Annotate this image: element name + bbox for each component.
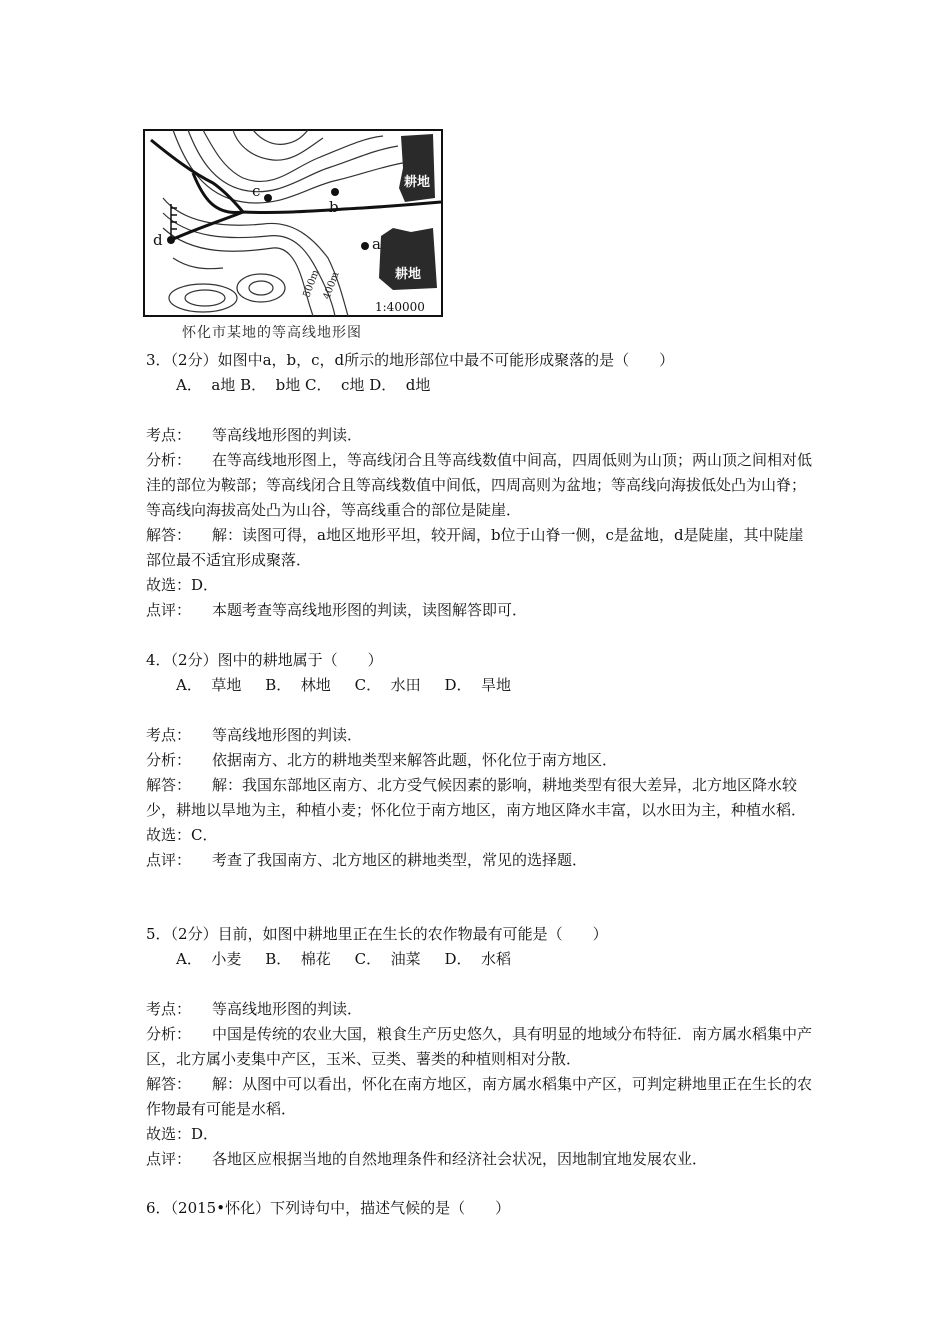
question-stem: 5．（2分）目前，如图中耕地里正在生长的农作物最有可能是（ ） bbox=[146, 925, 608, 943]
fenxi-row bbox=[146, 1022, 816, 1072]
jieda-text: 解：我国东部地区南方、北方受气候因素的影响，耕地类型有很大差异，北方地区降水较少，耕地以旱地为主，种植小麦；怀化位于南方地区，南方地区降水丰富，以水田为主，种植水稻． bbox=[146, 776, 807, 819]
jieda-tag: 解答： bbox=[146, 776, 192, 794]
dianping-row bbox=[146, 1147, 816, 1172]
map-scale: 1:40000 bbox=[375, 300, 425, 314]
farmland-bottom-label: 耕地 bbox=[394, 267, 422, 282]
label-a: a bbox=[372, 235, 381, 253]
kaodian-row bbox=[146, 723, 816, 748]
dianping-tag: 点评： bbox=[146, 601, 192, 619]
kaodian-text: 等高线地形图的判读． bbox=[212, 726, 363, 744]
kaodian-tag: 考点： bbox=[146, 726, 192, 744]
dianping-row bbox=[146, 848, 816, 873]
dianping-text: 考查了我国南方、北方地区的耕地类型，常见的选择题． bbox=[212, 851, 588, 869]
kaodian-tag: 考点： bbox=[146, 1000, 192, 1018]
point-a bbox=[361, 242, 369, 250]
dianping-text: 各地区应根据当地的自然地理条件和经济社会状况，因地制宜地发展农业． bbox=[212, 1150, 708, 1168]
fenxi-row bbox=[146, 448, 816, 523]
question-options: A． 草地 B． 林地 C． 水田 D． 旱地 bbox=[176, 676, 512, 694]
jieda-text: 解：从图中可以看出，怀化在南方地区，南方属水稻集中产区，可判定耕地里正在生长的农作物最有可能是水稻． bbox=[146, 1075, 813, 1118]
farmland-top bbox=[399, 134, 435, 202]
label-d: d bbox=[153, 231, 163, 249]
dianping-tag: 点评： bbox=[146, 1150, 192, 1168]
fenxi-tag: 分析： bbox=[146, 751, 192, 769]
dianping-tag: 点评： bbox=[146, 851, 192, 869]
question-6 bbox=[146, 1196, 816, 1221]
contour-map-figure bbox=[143, 128, 443, 318]
kaodian-text: 等高线地形图的判读． bbox=[212, 426, 363, 444]
contour-label-400: 400m bbox=[321, 270, 342, 302]
fenxi-tag: 分析： bbox=[146, 451, 192, 469]
label-b: b bbox=[329, 198, 339, 216]
question-stem: 3．（2分）如图中a，b，c，d所示的地形部位中最不可能形成聚落的是（ ） bbox=[146, 351, 675, 369]
dianping-row bbox=[146, 598, 816, 623]
kaodian-tag: 考点： bbox=[146, 426, 192, 444]
point-d bbox=[167, 236, 175, 244]
question-options: A． 小麦 B． 棉花 C． 油菜 D． 水稻 bbox=[176, 950, 512, 968]
jieda-tag: 解答： bbox=[146, 526, 192, 544]
kaodian-row bbox=[146, 423, 816, 448]
fenxi-text: 依据南方、北方的耕地类型来解答此题，怀化位于南方地区． bbox=[212, 751, 618, 769]
point-c bbox=[264, 194, 272, 202]
question-3 bbox=[146, 348, 816, 623]
kaodian-text: 等高线地形图的判读． bbox=[212, 1000, 363, 1018]
fenxi-text: 中国是传统的农业大国，粮食生产历史悠久，具有明显的地域分布特征．南方属水稻集中产区，北方属小麦集中产区，玉米、豆类、薯类的种植则相对分散． bbox=[146, 1025, 813, 1068]
jieda-row bbox=[146, 1072, 816, 1122]
question-options: A． a地 B． b地 C． c地 D． d地 bbox=[176, 376, 431, 394]
kaodian-row bbox=[146, 997, 816, 1022]
answer-line: 故选：C． bbox=[146, 826, 218, 844]
answer-line: 故选：D． bbox=[146, 576, 219, 594]
label-c: c bbox=[252, 182, 261, 200]
question-4 bbox=[146, 648, 816, 873]
point-b bbox=[331, 188, 339, 196]
fenxi-tag: 分析： bbox=[146, 1025, 192, 1043]
question-stem: 6．（2015•怀化）下列诗句中，描述气候的是（ ） bbox=[146, 1199, 511, 1217]
question-stem: 4．（2分）图中的耕地属于（ ） bbox=[146, 651, 383, 669]
farmland-bottom bbox=[379, 228, 437, 290]
figure-caption: 怀化市某地的等高线地形图 bbox=[182, 325, 362, 341]
dianping-text: 本题考查等高线地形图的判读，读图解答即可． bbox=[212, 601, 528, 619]
question-5 bbox=[146, 922, 816, 1172]
fenxi-text: 在等高线地形图上，等高线闭合且等高线数值中间高，四周低则为山顶；两山顶之间相对低洼的部位为鞍部；等高线闭合且等高线数值中间低，四周高则为盆地；等高线向海拔低处凸为山脊；等高线向海拔高处凸为山谷，等高线重合的部位是陡崖． bbox=[146, 451, 813, 519]
jieda-row bbox=[146, 773, 816, 823]
jieda-text: 解：读图可得，a地区地形平坦，较开阔，b位于山脊一侧，c是盆地，d是陡崖，其中陡崖部位最不适宜形成聚落． bbox=[146, 526, 804, 569]
contour-label-500: 500m bbox=[301, 268, 322, 300]
farmland-top-label: 耕地 bbox=[403, 175, 431, 190]
answer-line: 故选：D． bbox=[146, 1125, 219, 1143]
jieda-row bbox=[146, 523, 816, 573]
jieda-tag: 解答： bbox=[146, 1075, 192, 1093]
fenxi-row bbox=[146, 748, 816, 773]
